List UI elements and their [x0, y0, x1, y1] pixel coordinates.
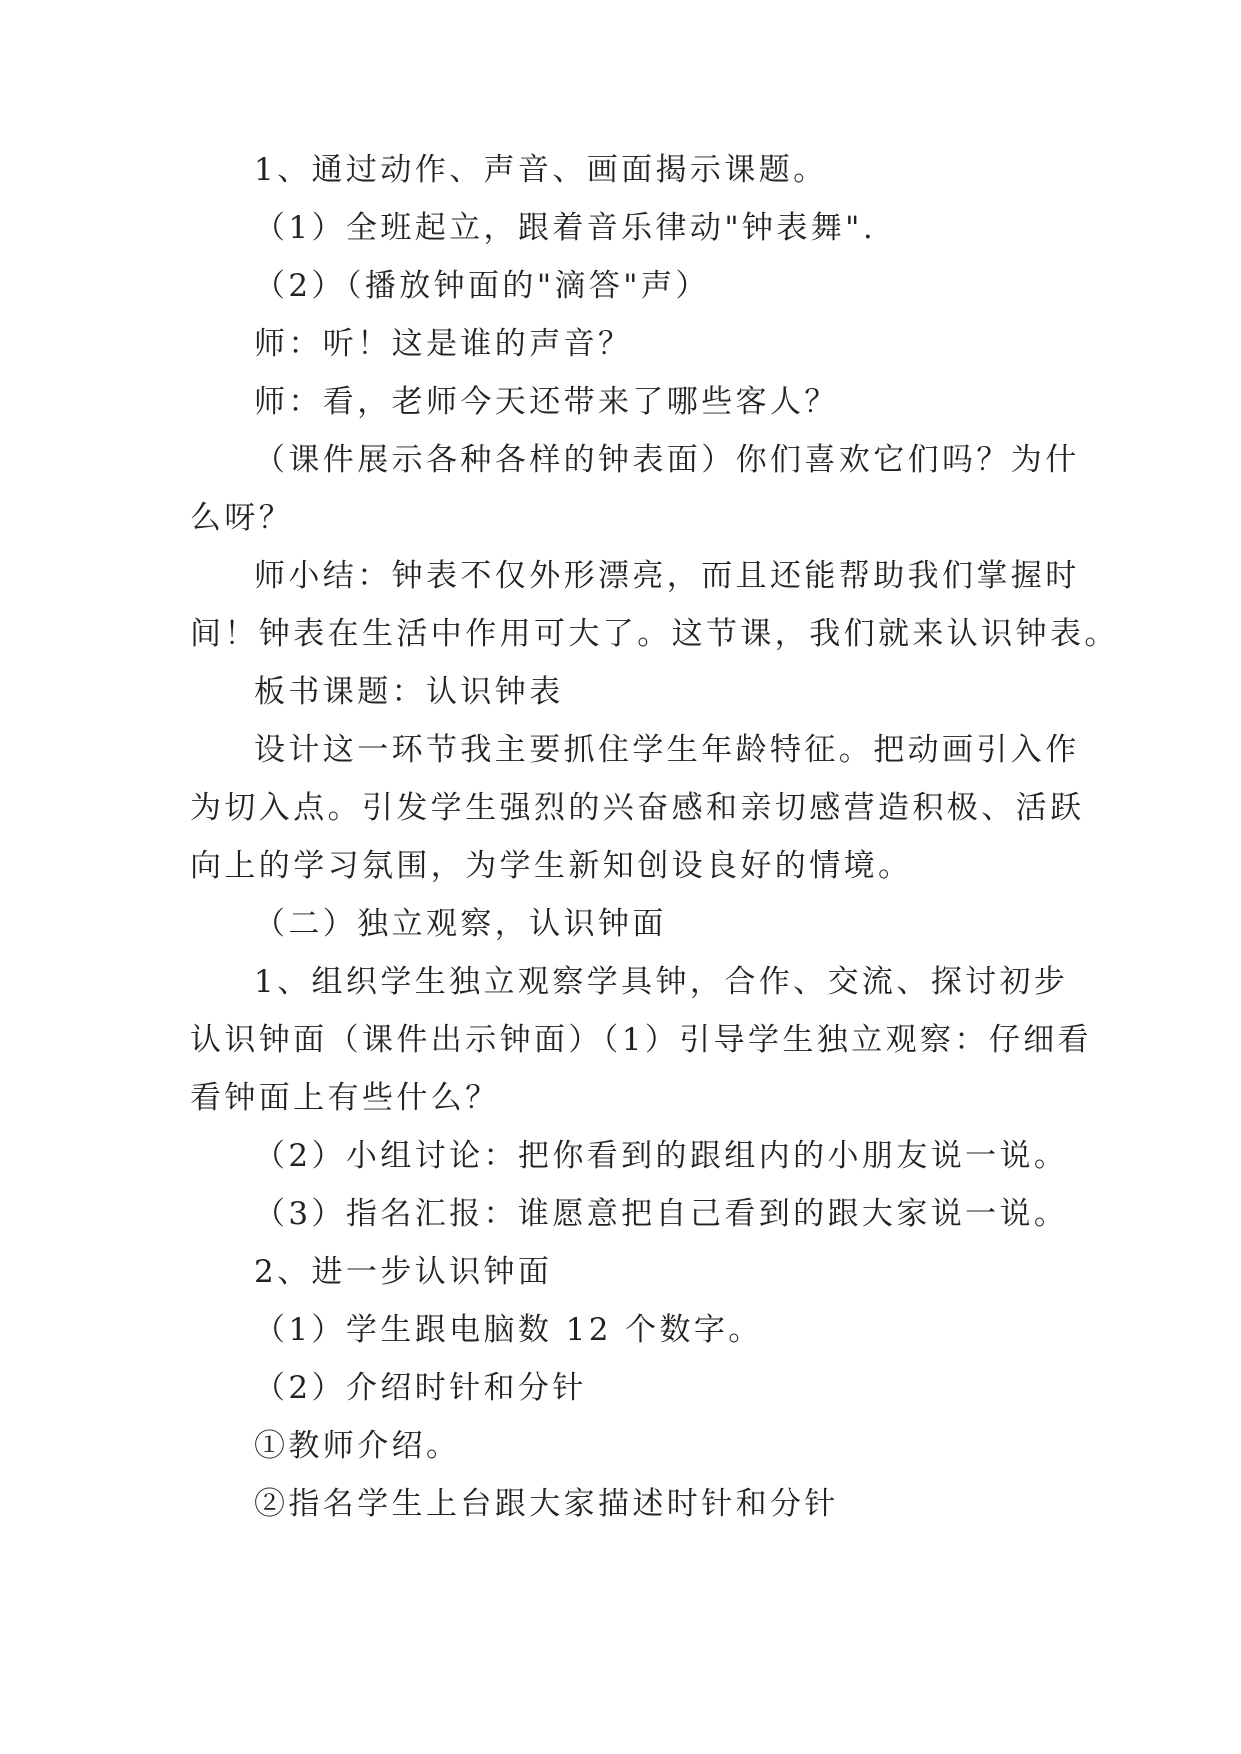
text-line: （2）小组讨论：把你看到的跟组内的小朋友说一说。	[254, 1138, 1069, 1174]
text-line: （课件展示各种各样的钟表面）你们喜欢它们吗？为什	[254, 442, 1080, 478]
text-line: （1）全班起立，跟着音乐律动"钟表舞".	[254, 210, 877, 246]
text-line: 间！钟表在生活中作用可大了。这节课，我们就来认识钟表。	[190, 616, 1119, 652]
text-line: 师：看，老师今天还带来了哪些客人？	[254, 384, 839, 420]
text-line: 认识钟面（课件出示钟面）（1）引导学生独立观察：仔细看	[190, 1022, 1093, 1058]
text-line: 为切入点。引发学生强烈的兴奋感和亲切感营造积极、活跃	[190, 790, 1085, 826]
text-line: 师：听！这是谁的声音？	[254, 326, 633, 362]
text-line: （2）介绍时针和分针	[254, 1370, 587, 1406]
text-line: 设计这一环节我主要抓住学生年龄特征。把动画引入作	[254, 732, 1080, 768]
text-line: 师小结：钟表不仅外形漂亮，而且还能帮助我们掌握时	[254, 558, 1080, 594]
text-line: （3）指名汇报：谁愿意把自己看到的跟大家说一说。	[254, 1196, 1069, 1232]
text-line: 1、通过动作、声音、画面揭示课题。	[254, 152, 828, 188]
text-line: 看钟面上有些什么？	[190, 1080, 500, 1116]
text-line: 向上的学习氛围，为学生新知创设良好的情境。	[190, 848, 913, 884]
text-line: 么呀？	[190, 500, 294, 536]
text-line: （1）学生跟电脑数 12 个数字。	[254, 1312, 763, 1348]
text-line: ②指名学生上台跟大家描述时针和分针	[254, 1486, 839, 1522]
text-line: （2）（播放钟面的"滴答"声）	[254, 268, 710, 304]
text-line: ①教师介绍。	[254, 1428, 461, 1464]
text-line: （二）独立观察，认识钟面	[254, 906, 667, 942]
text-line: 板书课题：认识钟表	[254, 674, 564, 710]
text-line: 2、进一步认识钟面	[254, 1254, 553, 1290]
text-line: 1、组织学生独立观察学具钟，合作、交流、探讨初步	[254, 964, 1069, 1000]
